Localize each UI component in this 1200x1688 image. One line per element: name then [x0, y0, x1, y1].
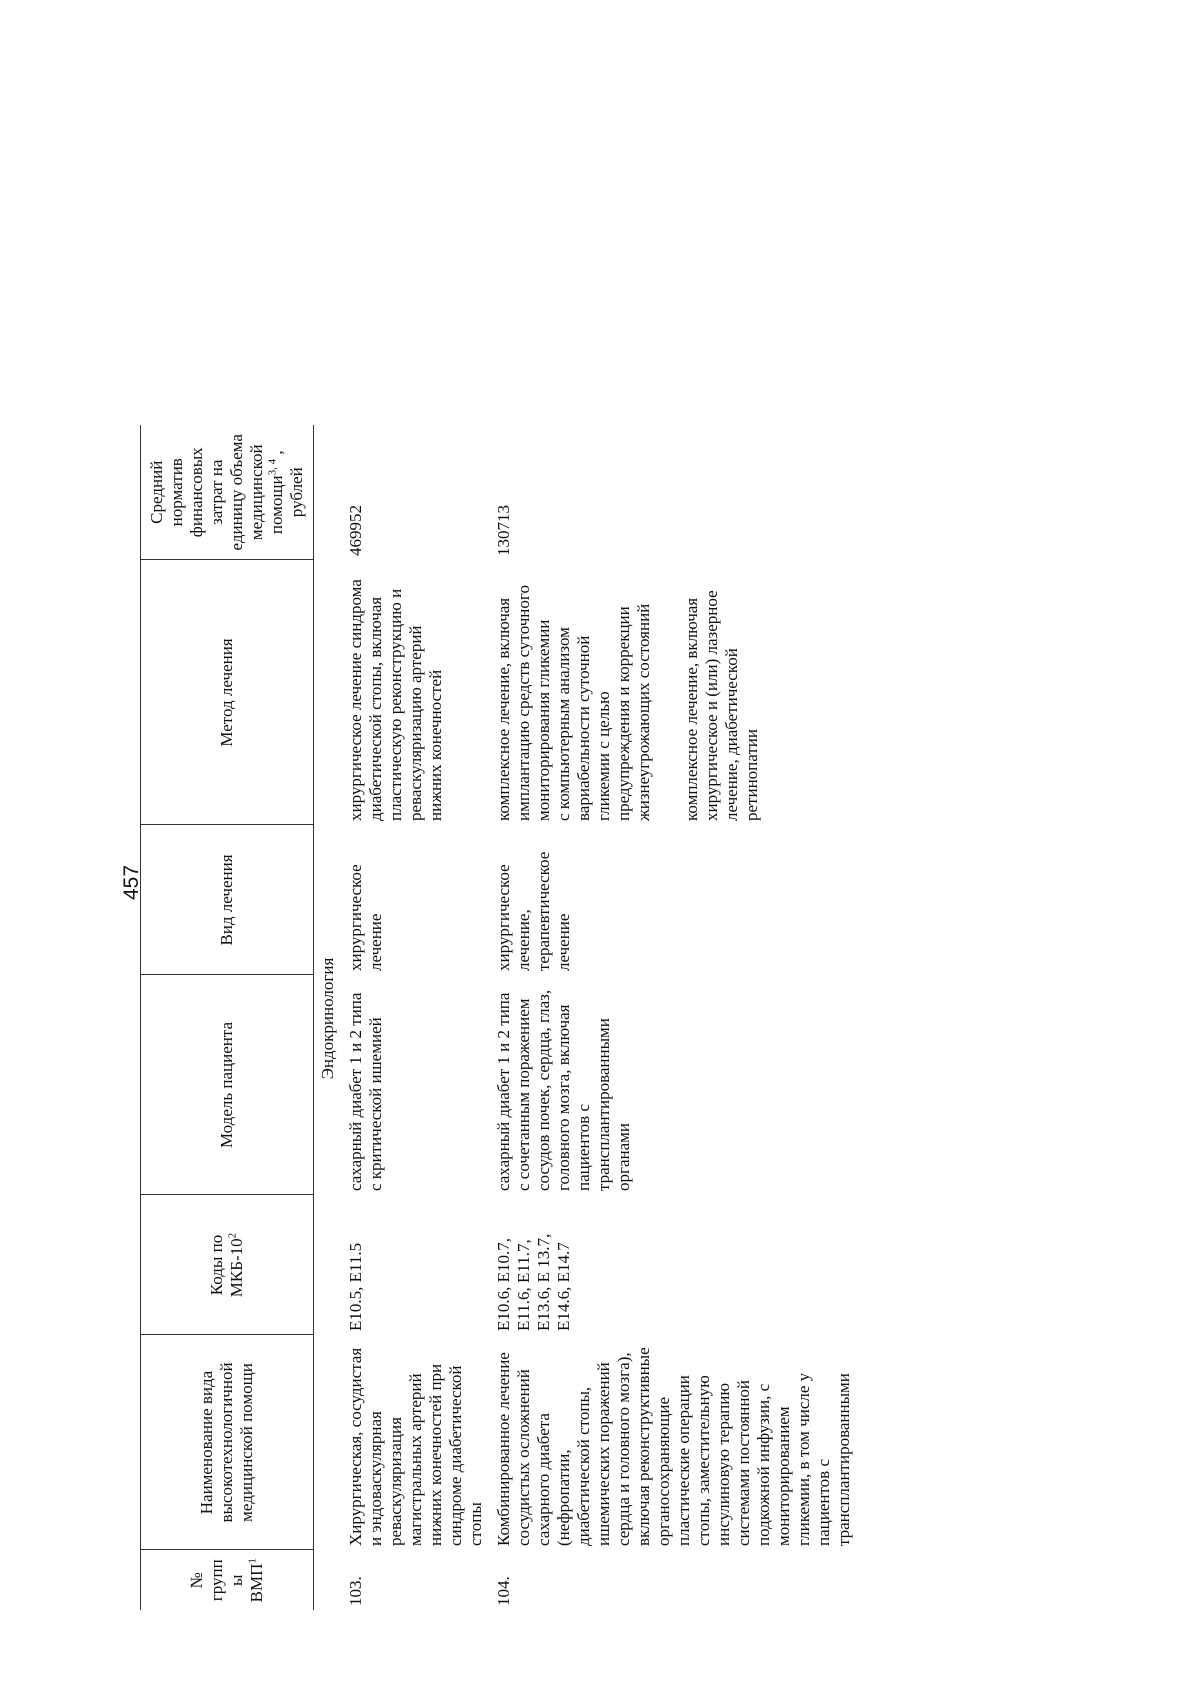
header-name — [141, 1335, 314, 1550]
vmp-table — [140, 425, 858, 1610]
table-header-row — [141, 425, 314, 1610]
row-number: 103. — [346, 1576, 365, 1606]
page-number-text: 457 — [120, 864, 143, 900]
table-row — [342, 425, 490, 1610]
header-kind — [141, 825, 314, 975]
header-cost-suffix: , рублей — [267, 450, 306, 518]
header-cost-text: Средний норматив финансовых затрат на единицу объема медицинской помощи — [147, 434, 286, 551]
page-number — [80, 40, 143, 900]
header-group-number-sup: 1 — [246, 1558, 259, 1564]
row-method-a: комплексное лечение, включая имплантацию средств суточного мониторирования гликемии с компьютерным анализом вариабельности суточной гликемии с целью предупреждения и коррекции жизнеугрожающих состояний — [494, 585, 653, 821]
row-method — [490, 560, 858, 825]
row-cost: 469952 — [346, 505, 365, 556]
row-codes: Е10.6, Е10.7, Е11.6, Е11.7, Е13.6, Е 13.7, Е14.6, Е14.7 — [494, 1233, 573, 1331]
section-title: Эндокринология — [318, 957, 337, 1080]
row-kind: хирургическое лечение — [346, 864, 385, 971]
header-method — [141, 560, 314, 825]
row-codes: Е10.5, Е11.5 — [346, 1242, 365, 1331]
row-number: 104. — [494, 1576, 513, 1606]
header-group-number-text: № групп ы ВМП — [187, 1559, 266, 1603]
header-method-text: Метод лечения — [217, 638, 236, 747]
section-row — [314, 425, 343, 1610]
header-codes-sup: 2 — [226, 1232, 239, 1239]
row-name: Хирургическая, сосудистая и эндоваскулярная реваскуляризация магистральных артерий нижних конечностей при синдроме диабетической стопы — [346, 1347, 485, 1546]
row-cost: 130713 — [494, 505, 513, 556]
header-codes-text: Коды по МКБ-10 — [207, 1234, 246, 1298]
row-method-b: комплексное лечение, включая хирургическое и (или) лазерное лечение, диабетической ретинопатии — [682, 590, 761, 821]
table-row — [490, 425, 858, 1610]
row-model: сахарный диабет 1 и 2 типа с сочетанным поражением сосудов почек, сердца, глаз, головного мозга, включая пациентов с трансплантированными органами — [494, 989, 633, 1191]
method-spacer — [654, 566, 682, 821]
rotated-page-content — [140, 50, 1150, 1610]
row-method: хирургическое лечение синдрома диабетической стопы, включая пластическую реконструкцию и реваскуляризацию артерий нижних конечностей — [346, 579, 445, 821]
header-kind-text: Вид лечения — [217, 854, 236, 946]
header-codes — [141, 1195, 314, 1335]
row-kind: хирургическое лечение, терапевтическое лечение — [494, 851, 573, 971]
header-name-text: Наименование вида высокотехнологичной медицинской помощи — [197, 1362, 256, 1523]
row-name: Комбинированное лечение сосудистых осложнений сахарного диабета (нефропатии, диабетической стопы, ишемических поражений сердца и головного мозга), включая реконструктивные органосохраняющие пластические операции стопы, заместительную инсулиновую терапию системами постоянной подкожной инфузии, с мониторированием гликемии, в том числе у пациентов с трансплантированными — [494, 1347, 853, 1546]
header-model — [141, 975, 314, 1195]
header-cost — [141, 425, 314, 560]
header-cost-sup: 3, 4 — [266, 458, 279, 476]
row-model: сахарный диабет 1 и 2 типа с критической ишемией — [346, 992, 385, 1191]
header-model-text: Модель пациента — [217, 1021, 236, 1149]
header-group-number — [141, 1550, 314, 1610]
